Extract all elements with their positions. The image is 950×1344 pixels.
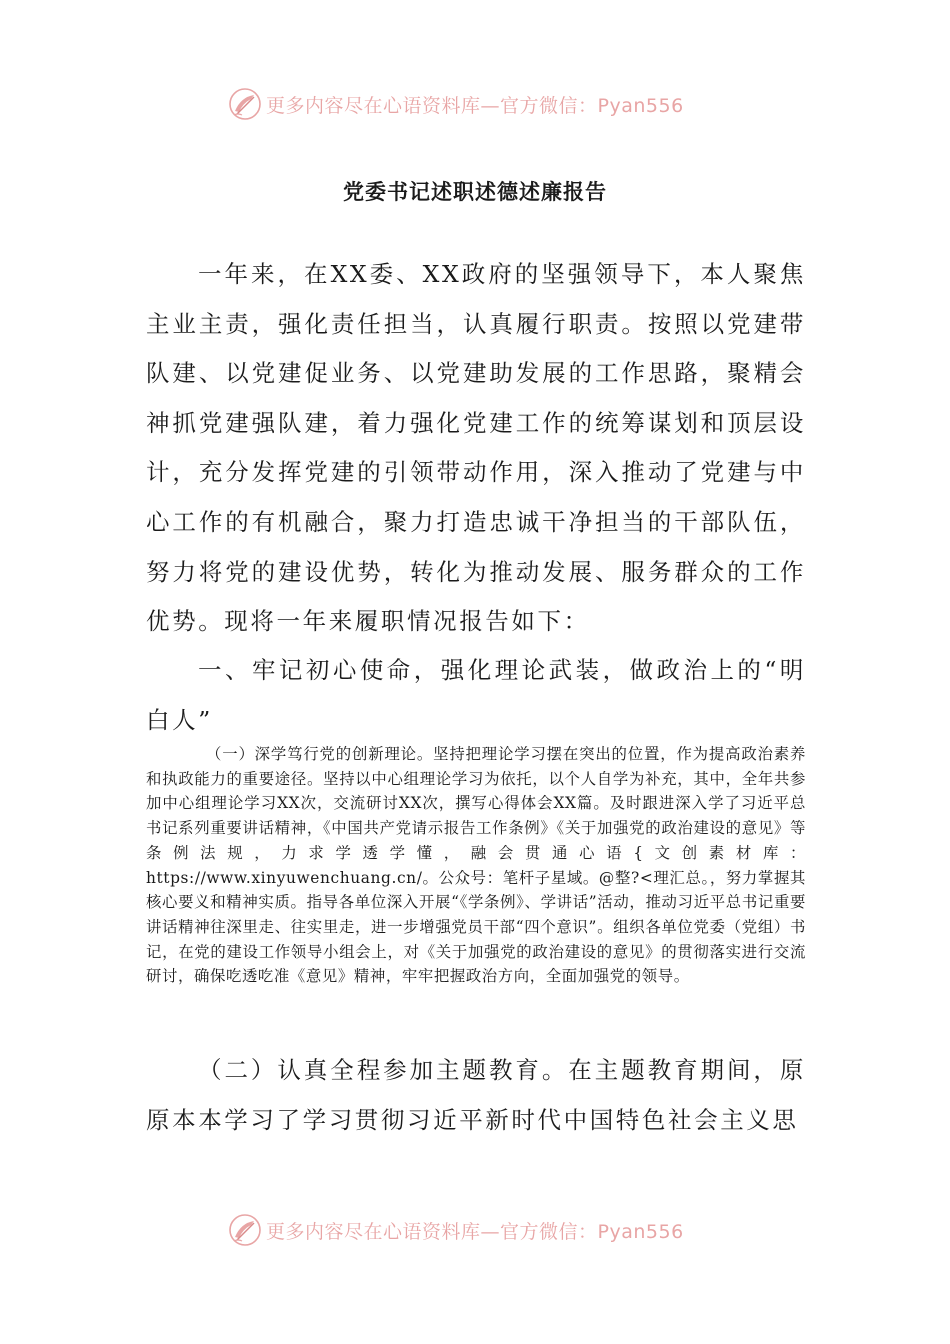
watermark-wechat-id: Pyan556 [597, 94, 684, 117]
section-heading-1: 一、牢记初心使命，强化理论武装，做政治上的“明白人” [146, 656, 806, 734]
watermark-wechat-id: Pyan556 [597, 1220, 684, 1243]
pen-logo-icon [228, 87, 262, 121]
document-title: 党委书记述职述德述廉报告 [343, 179, 607, 204]
watermark-header [228, 84, 684, 124]
watermark-text [266, 91, 684, 118]
section-2-paragraph: （二）认真全程参加主题教育。在主题教育期间，原原本本学习了学习贯彻习近平新时代中国特色社会主义思 [146, 1056, 806, 1134]
watermark-text-cn: 更多内容尽在心语资料库—官方微信： [266, 94, 598, 117]
section-1-paragraph: （一）深学笃行党的创新理论。坚持把理论学习摆在突出的位置，作为提高政治素养和执政能力的重要途径。坚持以中心组理论学习为依托，以个人自学为补充，其中，全年共参加中心组理论学习XX次，交流研讨XX次，撰写心得体会XX篇。及时跟进深入学了习近平总书记系列重要讲话精神，《中国共产党请示报告工作条例》《关于加强党的政治建设的意见》等条例法规，力求学透学懂，融会贯通心语{文创素材库：https://www.xinyuwenchuang.cn/。公众号：笔杆子星域。@整?<理汇总。，努力掌握其核心要义和精神实质。指导各单位深入开展“《学条例》、学讲话”活动，推动习近平总书记重要讲话精神往深里走、往实里走，进一步增强党员干部“四个意识”。组织各单位党委（党组）书记，在党的建设工作领导小组会上，对《关于加强党的政治建设的意见》的贯彻落实进行交流研讨，确保吃透吃准《意见》精神，牢牢把握政治方向，全面加强党的领导。 [146, 745, 806, 986]
watermark-text-cn: 更多内容尽在心语资料库—官方微信： [266, 1220, 598, 1243]
intro-paragraph: 一年来，在XX委、XX政府的坚强领导下，本人聚焦主业主责，强化责任担当，认真履行职责。按照以党建带队建、以党建促业务、以党建助发展的工作思路，聚精会神抓党建强队建，着力强化党建工作的统筹谋划和顶层设计，充分发挥党建的引领带动作用，深入推动了党建与中心工作的有机融合，聚力打造忠诚干净担当的干部队伍，努力将党的建设优势，转化为推动发展、服务群众的工作优势。现将一年来履职情况报告如下： [146, 260, 806, 636]
watermark-footer [228, 1210, 684, 1250]
watermark-text [266, 1217, 684, 1244]
pen-logo-icon [228, 1213, 262, 1247]
